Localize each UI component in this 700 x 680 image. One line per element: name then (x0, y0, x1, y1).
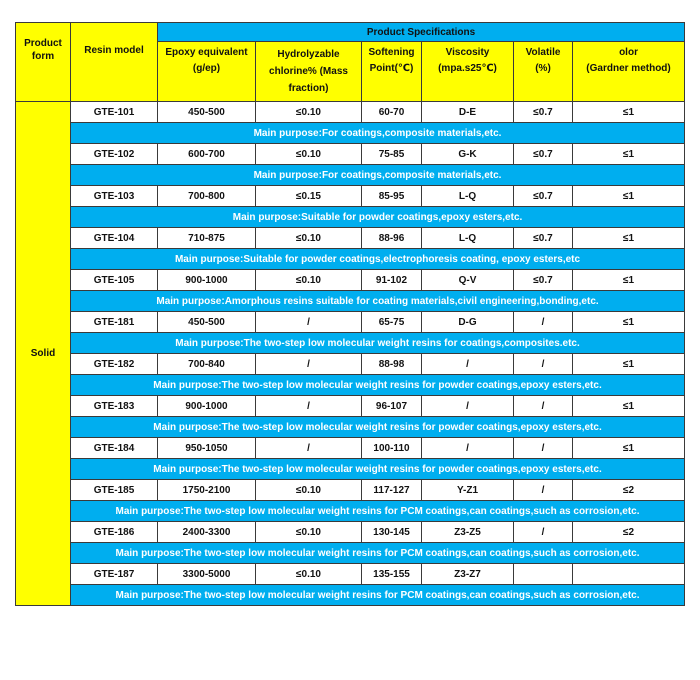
resin-model-cell: GTE-185 (71, 480, 158, 501)
viscosity-cell: / (422, 354, 514, 375)
volatile-header: Volatile (%) (514, 42, 573, 102)
color-cell (573, 564, 685, 585)
viscosity-cell: D-E (422, 102, 514, 123)
purpose-row (16, 543, 685, 564)
resin-model-cell: GTE-104 (71, 228, 158, 249)
main-purpose-label: Main purpose: (115, 505, 184, 517)
main-purpose-text: Amorphous resins suitable for coating materials,civil engineering,bonding,etc. (224, 295, 599, 307)
resin-model-cell: GTE-103 (71, 186, 158, 207)
table-row (16, 144, 685, 165)
softening-point-cell: 135-155 (362, 564, 422, 585)
epoxy-equivalent-cell: 600-700 (158, 144, 256, 165)
hydrolyzable-chlorine-header: Hydrolyzable chlorine% (Mass fraction) (256, 42, 362, 102)
main-purpose-cell (71, 375, 685, 396)
table-row (16, 480, 685, 501)
viscosity-cell: L-Q (422, 228, 514, 249)
color-cell: ≤1 (573, 438, 685, 459)
main-purpose-cell (71, 291, 685, 312)
viscosity-cell: / (422, 438, 514, 459)
resin-model-cell: GTE-101 (71, 102, 158, 123)
softening-point-cell: 88-96 (362, 228, 422, 249)
resin-model-cell: GTE-183 (71, 396, 158, 417)
table-row (16, 270, 685, 291)
volatile-cell (514, 564, 573, 585)
color-cell: ≤1 (573, 228, 685, 249)
volatile-cell: / (514, 480, 573, 501)
chlorine-cell: ≤0.10 (256, 480, 362, 501)
main-purpose-label: Main purpose: (175, 337, 244, 349)
epoxy-equivalent-cell: 1750-2100 (158, 480, 256, 501)
main-purpose-text: Suitable for powder coatings,electrophoresis coating, epoxy esters,etc (243, 253, 581, 265)
epoxy-equivalent-cell: 450-500 (158, 312, 256, 333)
epoxy-equivalent-cell: 900-1000 (158, 396, 256, 417)
volatile-cell: / (514, 354, 573, 375)
main-purpose-cell (71, 207, 685, 228)
epoxy-equivalent-cell: 2400-3300 (158, 522, 256, 543)
table-row (16, 312, 685, 333)
chlorine-cell: ≤0.10 (256, 564, 362, 585)
main-purpose-text: The two-step low molecular weight resins for powder coatings,epoxy esters,etc. (221, 421, 602, 433)
resin-model-cell: GTE-186 (71, 522, 158, 543)
main-purpose-cell (71, 123, 685, 144)
main-purpose-label: Main purpose: (174, 253, 244, 265)
main-purpose-cell (71, 585, 685, 606)
main-purpose-text: The two-step low molecular weight resins for PCM coatings,can coatings,such as corrosion,etc. (183, 589, 640, 601)
color-cell: ≤1 (573, 186, 685, 207)
volatile-cell: ≤0.7 (514, 144, 573, 165)
purpose-row (16, 249, 685, 270)
chlorine-cell: ≤0.10 (256, 144, 362, 165)
resin-model-header: Resin model (71, 23, 158, 102)
softening-point-cell: 117-127 (362, 480, 422, 501)
main-purpose-cell (71, 501, 685, 522)
color-gardner-header: olor (Gardner method) (573, 42, 685, 102)
main-purpose-text: For coatings,composite materials,etc. (321, 169, 502, 181)
resin-model-cell: GTE-187 (71, 564, 158, 585)
resin-model-cell: GTE-184 (71, 438, 158, 459)
viscosity-cell: Z3-Z5 (422, 522, 514, 543)
main-purpose-cell (71, 459, 685, 480)
chlorine-cell: / (256, 354, 362, 375)
volatile-cell: / (514, 312, 573, 333)
purpose-row (16, 333, 685, 354)
chlorine-cell: ≤0.10 (256, 102, 362, 123)
chlorine-cell: / (256, 312, 362, 333)
main-purpose-text: The two-step low molecular weight resins for PCM coatings,can coatings,such as corrosion,etc. (183, 505, 640, 517)
purpose-row (16, 375, 685, 396)
viscosity-cell: / (422, 396, 514, 417)
viscosity-cell: Y-Z1 (422, 480, 514, 501)
main-purpose-text: The two-step low molecular weight resins for coatings,composites.etc. (243, 337, 580, 349)
color-cell: ≤1 (573, 396, 685, 417)
table-row (16, 396, 685, 417)
purpose-row (16, 417, 685, 438)
main-purpose-label: Main purpose: (253, 127, 322, 139)
resin-model-cell: GTE-105 (71, 270, 158, 291)
softening-point-header: Softening Point(℃) (362, 42, 422, 102)
main-purpose-text: The two-step low molecular weight resins for powder coatings,epoxy esters,etc. (221, 379, 602, 391)
table-row (16, 564, 685, 585)
product-form-header: Product form (16, 23, 71, 102)
chlorine-cell: ≤0.10 (256, 270, 362, 291)
main-purpose-label: Main purpose: (253, 169, 322, 181)
volatile-cell: ≤0.7 (514, 270, 573, 291)
softening-point-cell: 130-145 (362, 522, 422, 543)
epoxy-equivalent-cell: 450-500 (158, 102, 256, 123)
purpose-row (16, 585, 685, 606)
resin-model-cell: GTE-182 (71, 354, 158, 375)
volatile-cell: ≤0.7 (514, 186, 573, 207)
volatile-cell: / (514, 438, 573, 459)
purpose-row (16, 207, 685, 228)
color-cell: ≤1 (573, 102, 685, 123)
viscosity-cell: L-Q (422, 186, 514, 207)
softening-point-cell: 75-85 (362, 144, 422, 165)
table-row (16, 354, 685, 375)
epoxy-equivalent-cell: 710-875 (158, 228, 256, 249)
purpose-row (16, 501, 685, 522)
product-specifications-header: Product Specifications (158, 23, 685, 42)
color-cell: ≤1 (573, 270, 685, 291)
chlorine-cell: / (256, 438, 362, 459)
chlorine-cell: ≤0.10 (256, 228, 362, 249)
epoxy-equivalent-cell: 3300-5000 (158, 564, 256, 585)
main-purpose-label: Main purpose: (156, 295, 225, 307)
main-purpose-label: Main purpose: (232, 211, 302, 223)
purpose-row (16, 165, 685, 186)
epoxy-equivalent-cell: 700-840 (158, 354, 256, 375)
table-row (16, 186, 685, 207)
epoxy-equivalent-header: Epoxy equivalent (g/ep) (158, 42, 256, 102)
product-form-cell: Solid (16, 102, 71, 606)
main-purpose-cell (71, 249, 685, 270)
viscosity-cell: Z3-Z7 (422, 564, 514, 585)
volatile-cell: ≤0.7 (514, 228, 573, 249)
softening-point-cell: 60-70 (362, 102, 422, 123)
main-purpose-text: The two-step low molecular weight resins for PCM coatings,can coatings,such as corrosion,etc. (183, 547, 640, 559)
volatile-cell: / (514, 396, 573, 417)
viscosity-cell: Q-V (422, 270, 514, 291)
main-purpose-label: Main purpose: (115, 589, 184, 601)
main-purpose-cell (71, 543, 685, 564)
epoxy-equivalent-cell: 900-1000 (158, 270, 256, 291)
viscosity-cell: D-G (422, 312, 514, 333)
resin-model-cell: GTE-102 (71, 144, 158, 165)
volatile-cell: ≤0.7 (514, 102, 573, 123)
main-purpose-text: Suitable for powder coatings,epoxy esters,etc. (301, 211, 523, 223)
table-row (16, 522, 685, 543)
main-purpose-label: Main purpose: (153, 379, 222, 391)
softening-point-cell: 96-107 (362, 396, 422, 417)
color-cell: ≤1 (573, 354, 685, 375)
volatile-cell: / (514, 522, 573, 543)
softening-point-cell: 91-102 (362, 270, 422, 291)
purpose-row (16, 123, 685, 144)
resin-model-cell: GTE-181 (71, 312, 158, 333)
main-purpose-label: Main purpose: (153, 463, 222, 475)
main-purpose-cell (71, 165, 685, 186)
epoxy-equivalent-cell: 700-800 (158, 186, 256, 207)
viscosity-cell: G-K (422, 144, 514, 165)
chlorine-cell: / (256, 396, 362, 417)
epoxy-equivalent-cell: 950-1050 (158, 438, 256, 459)
main-purpose-text: For coatings,composite materials,etc. (321, 127, 502, 139)
main-purpose-label: Main purpose: (153, 421, 222, 433)
table-row (16, 102, 685, 123)
softening-point-cell: 88-98 (362, 354, 422, 375)
color-cell: ≤1 (573, 144, 685, 165)
color-cell: ≤2 (573, 522, 685, 543)
softening-point-cell: 65-75 (362, 312, 422, 333)
main-purpose-cell (71, 333, 685, 354)
viscosity-header: Viscosity (mpa.s25℃) (422, 42, 514, 102)
main-purpose-cell (71, 417, 685, 438)
softening-point-cell: 100-110 (362, 438, 422, 459)
chlorine-cell: ≤0.15 (256, 186, 362, 207)
product-spec-table (15, 22, 685, 606)
softening-point-cell: 85-95 (362, 186, 422, 207)
color-cell: ≤2 (573, 480, 685, 501)
color-cell: ≤1 (573, 312, 685, 333)
chlorine-cell: ≤0.10 (256, 522, 362, 543)
main-purpose-label: Main purpose: (115, 547, 184, 559)
main-purpose-text: The two-step low molecular weight resins for powder coatings,epoxy esters,etc. (221, 463, 602, 475)
table-row (16, 438, 685, 459)
purpose-row (16, 459, 685, 480)
table-row (16, 228, 685, 249)
purpose-row (16, 291, 685, 312)
